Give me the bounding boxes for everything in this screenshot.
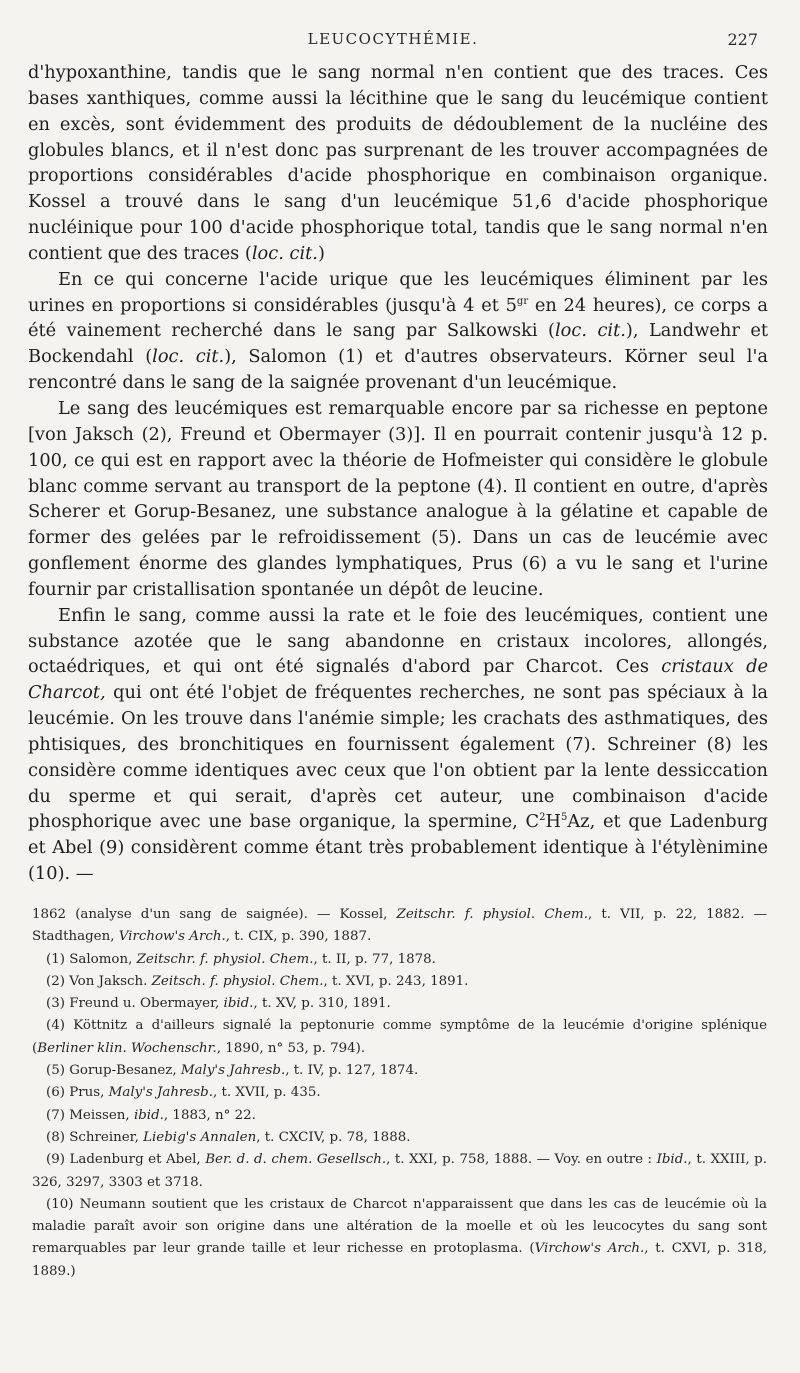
text-run: (2) Von Jaksch.	[46, 973, 152, 989]
italic-citation: Virchow's Arch.	[118, 929, 226, 945]
footnote-4	[32, 1015, 767, 1060]
text-run: (10) Neumann soutient que les cristaux de Charcot n'apparaissent que dans les cas de leucémie où la maladie paraît avoir son origine dans une altération de la moelle et où les leucocytes du sang sont remarquables par leur grande taille et leur richesse en protoplasma. (	[32, 1196, 767, 1257]
italic-citation: Ibid.	[656, 1152, 688, 1168]
text-run: )	[317, 242, 325, 264]
footnote-3	[32, 993, 767, 1015]
main-text	[28, 60, 768, 887]
text-run: (4) Köttnitz a d'ailleurs signalé la peptonurie comme symptôme de la leucémie d'origine splénique (	[32, 1018, 767, 1056]
page-number: 227	[727, 30, 758, 49]
italic-citation: Berliner klin. Wochenschr.	[37, 1040, 217, 1056]
italic-citation: Zeitsch. f. physiol. Chem.	[151, 973, 324, 989]
italic-citation: Virchow's Arch.	[534, 1241, 645, 1257]
text-run: En ce qui concerne l'acide urique que les leucémiques éliminent par les urines en proportions si considérables (jusqu'à 4 et 5	[28, 268, 768, 316]
superscript: 5	[561, 812, 568, 824]
italic-citation: loc. cit.	[152, 346, 225, 368]
footnote-5	[32, 1060, 767, 1082]
text-run: (9) Ladenburg et Abel,	[46, 1152, 206, 1168]
text-run: , 1883, n° 22.	[163, 1107, 256, 1123]
italic-citation: ibid.	[133, 1107, 164, 1123]
text-run: , t. II, p. 77, 1878.	[313, 951, 436, 967]
footnotes	[32, 904, 767, 1283]
text-run: , t. XXI, p. 758, 1888. — Voy. en outre :	[386, 1152, 657, 1168]
text-run: (1) Salomon,	[46, 951, 137, 967]
text-run: , t. VII, p. 22, 1882. — Stadthagen,	[32, 907, 767, 945]
superscript: 2	[539, 812, 546, 824]
text-run: 1862 (analyse d'un sang de saignée). — Kossel,	[32, 907, 397, 922]
text-run: , t. XVII, p. 435.	[213, 1085, 321, 1101]
text-run: , t. IV, p. 127, 1874.	[285, 1063, 419, 1079]
italic-citation: loc. cit.	[251, 242, 318, 264]
superscript: gr	[516, 295, 529, 307]
paragraph-1	[28, 60, 768, 267]
text-run: , t. XV, p. 310, 1891.	[253, 996, 391, 1012]
text-run: , t. CIX, p. 390, 1887.	[225, 929, 372, 945]
text-run: (5) Gorup-Besanez,	[46, 1063, 181, 1079]
footnote-1	[32, 949, 767, 971]
text-run: (6) Prus,	[46, 1085, 109, 1101]
italic-citation: loc. cit.	[555, 320, 626, 342]
footnote-6	[32, 1082, 767, 1104]
italic-citation: Maly's Jahresb.	[180, 1063, 286, 1079]
italic-citation: Zeitschr. f. physiol. Chem.	[396, 907, 588, 922]
text-run: , t. CXCIV, p. 78, 1888.	[256, 1129, 411, 1145]
footnote-8	[32, 1127, 767, 1149]
italic-citation: Ber. d. d. chem. Gesellsch.	[205, 1152, 387, 1168]
running-title: LEUCOCYTHÉMIE.	[307, 30, 479, 48]
text-run: Enfin le sang, comme aussi la rate et le foie des leucémiques, contient une substance azotée que le sang abandonne en cristaux incolores, allongés, octaédriques, et qui ont été signalés d'abord par Charcot. Ces	[28, 604, 768, 678]
footnote-9	[32, 1149, 767, 1194]
paragraph-4	[28, 603, 768, 887]
footnote-10	[32, 1194, 767, 1283]
paragraph-2	[28, 267, 768, 396]
text-run: ), Landwehr et Bockendahl (	[28, 320, 769, 368]
text-run: , t. CXVI, p. 318, 1889.)	[32, 1241, 768, 1279]
text-run: , t. XVI, p. 243, 1891.	[323, 973, 469, 989]
text-run: (8) Schreiner,	[46, 1129, 144, 1145]
italic-citation: Zeitschr. f. physiol. Chem.	[136, 951, 314, 967]
italic-citation: ibid.	[223, 996, 254, 1012]
text-run: qui ont été l'objet de fréquentes recherches, ne sont pas spéciaux à la leucémie. On les trouve dans l'anémie simple; les crachats des asthmatiques, des phtisiques, des bronchitiques en fournissent également (7). Schreiner (8) les considère comme identiques avec ceux que l'on obtient par la lente dessiccation du sperme et qui serait, d'après cet auteur, une combinaison d'acide phosphorique avec une base organique, la spermine, C	[28, 682, 768, 833]
text-run: en 24 heures), ce corps a été vainement recherché dans le sang par Salkowski (	[28, 294, 768, 342]
text-run: d'hypoxanthine, tandis que le sang normal n'en contient que des traces. Ces bases xanthiques, comme aussi la lécithine que le sang du leucémique contient en excès, sont évidemment des produits de dédoublement de la nucléine des globules blancs, et il n'est donc pas surprenant de les trouver accompagnées de proportions considérables d'acide phosphorique en combinaison organique. Kossel a trouvé dans le sang d'un leucémique 51,6 d'acide phosphorique nucléinique pour 100 d'acide phosphorique total, tandis que le sang normal n'en contient que des traces (	[28, 62, 768, 264]
running-header	[28, 30, 758, 52]
text-run: H	[545, 811, 562, 833]
italic-citation: Liebig's Annalen	[143, 1129, 257, 1145]
text-run: (3) Freund u. Obermayer,	[46, 996, 224, 1012]
footnote-2	[32, 971, 767, 993]
text-run: , 1890, n° 53, p. 794).	[216, 1040, 366, 1056]
footnote-continuation	[32, 904, 767, 949]
text-run: ), Salomon (1) et d'autres observateurs. Körner seul l'a rencontré dans le sang de la saignée provenant d'un leucémique.	[28, 346, 768, 394]
footnote-7	[32, 1105, 767, 1127]
paragraph-3: Le sang des leucémiques est remarquable encore par sa richesse en peptone [von Jaksch (2), Freund et Obermayer (3)]. Il en pourrait contenir jusqu'à 12 p. 100, ce qui est en rapport avec la théorie de Hofmeister qui considère le globule blanc comme servant au transport de la peptone (4). Il contient en outre, d'après Scherer et Gorup-Besanez, une substance analogue à la gélatine et capable de former des gelées par le refroidissement (5). Dans un cas de leucémie avec gonflement énorme des glandes lymphatiques, Prus (6) a vu le sang et l'urine fournir par cristallisation spontanée un dépôt de leucine.	[28, 397, 768, 600]
italic-term: cristaux de Charcot,	[28, 656, 769, 704]
text-run: , t. XXIII, p. 326, 3297, 3303 et 3718.	[32, 1152, 767, 1190]
text-run: (7) Meissen,	[46, 1107, 134, 1123]
text-run: Az, et que Ladenburg et Abel (9) considèrent comme étant très probablement identique à l'étylènimine (10). —	[28, 811, 769, 885]
italic-citation: Maly's Jahresb.	[108, 1085, 214, 1101]
